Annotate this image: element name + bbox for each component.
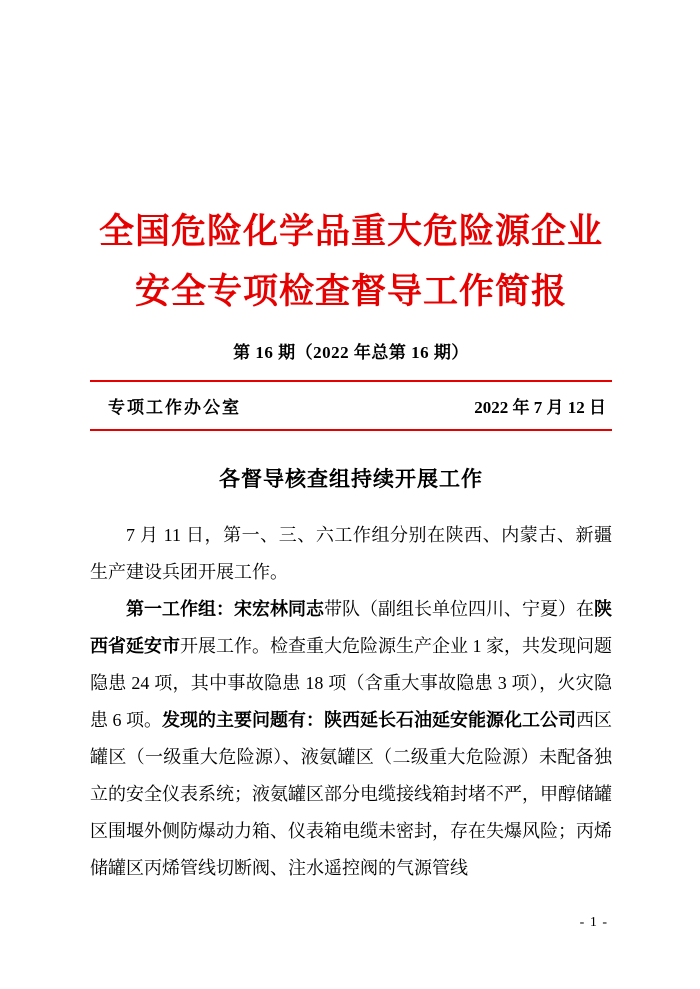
page-content	[90, 0, 612, 887]
title-line-1: 全国危险化学品重大危险源企业	[98, 212, 603, 251]
text-run: 西区罐区（一级重大危险源）、液氨罐区（二级重大危险源）未配备独立的安全仪表系统；液氨罐区部分电缆接线箱封堵不严，甲醇储罐区围堰外侧防爆动力箱、仪表箱电缆未密封，存在失爆风险；丙烯储罐区丙烯管线切断阀、注水遥控阀的气源管线	[90, 710, 612, 878]
issuing-office: 专项工作办公室	[108, 398, 241, 417]
section-title: 各督导核查组持续开展工作	[219, 467, 483, 491]
page-number: - 1 -	[579, 915, 608, 930]
title-line-2: 安全专项检查督导工作简报	[134, 272, 567, 311]
text-run: 7 月 11 日，第一、三、六工作组分别在陕西、内蒙古、新疆生产建设兵团开展工作。	[90, 525, 612, 582]
body-paragraph	[90, 517, 612, 591]
text-run-bold: 陕西省延安市	[90, 599, 612, 656]
masthead-bar	[90, 380, 612, 431]
issue-date: 2022 年 7 月 12 日	[474, 398, 606, 417]
text-run-bold: 第一工作组：宋宏林同志	[126, 599, 324, 619]
text-run: 开展工作。检查重大危险源生产企业 1 家，共发现问题隐患 24 项，其中事故隐患 18 项（含重大事故隐患 3 项），火灾隐患 6 项。	[90, 636, 612, 730]
body-text	[90, 517, 612, 887]
bulletin-title	[90, 202, 612, 322]
text-run-bold: 发现的主要问题有：陕西延长石油延安能源化工公司	[162, 710, 576, 730]
text-run: 带队（副组长单位四川、宁夏）在	[324, 599, 594, 619]
body-paragraph	[90, 591, 612, 887]
issue-line: 第 16 期（2022 年总第 16 期）	[233, 343, 469, 362]
